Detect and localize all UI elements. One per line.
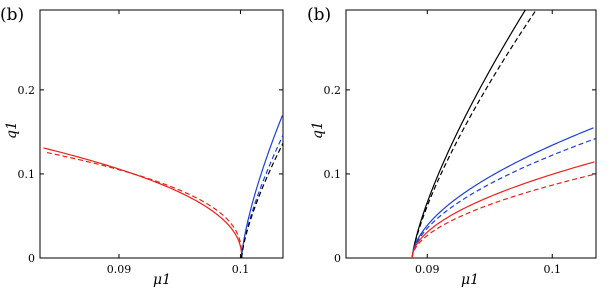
x-tick-label: 0.09 bbox=[415, 263, 440, 276]
y-tick-label: 0.1 bbox=[323, 167, 341, 181]
plot-frame-left bbox=[40, 10, 283, 258]
dashed-series-line bbox=[412, 139, 595, 258]
chart-left bbox=[0, 5, 283, 288]
curves-right bbox=[412, 10, 595, 258]
y-tick-label: 0.2 bbox=[17, 83, 35, 97]
x-tick-label: 0.1 bbox=[543, 263, 561, 276]
solid-series-line bbox=[412, 10, 525, 258]
y-tick-label: 0 bbox=[334, 252, 341, 265]
y-axis-label-right: q1 bbox=[310, 121, 326, 139]
dashed-series-line bbox=[242, 136, 283, 258]
y-tick-label: 0 bbox=[28, 252, 35, 265]
dashed-series-line bbox=[47, 153, 242, 258]
x-axis-label-right: μ1 bbox=[460, 272, 480, 288]
y-axis-label-left: q1 bbox=[4, 121, 20, 139]
ticks-left bbox=[18, 10, 284, 276]
plot-frame-right bbox=[346, 10, 596, 258]
x-tick-label: 0.1 bbox=[231, 263, 250, 276]
solid-series-line bbox=[412, 162, 594, 258]
solid-series-line bbox=[412, 128, 593, 258]
y-tick-label: 0.2 bbox=[323, 83, 341, 97]
x-tick-label: 0.09 bbox=[106, 263, 132, 276]
panel-label-right: (b) bbox=[307, 5, 332, 25]
curves-left bbox=[43, 115, 283, 258]
chart-right bbox=[307, 5, 596, 288]
ticks-right bbox=[324, 10, 597, 276]
solid-series-line bbox=[43, 148, 241, 258]
panel-label-left: (b) bbox=[0, 5, 25, 25]
solid-series-line bbox=[242, 115, 283, 258]
y-tick-label: 0.1 bbox=[17, 167, 35, 181]
dashed-series-line bbox=[242, 143, 283, 258]
x-axis-label-left: μ1 bbox=[152, 272, 172, 288]
